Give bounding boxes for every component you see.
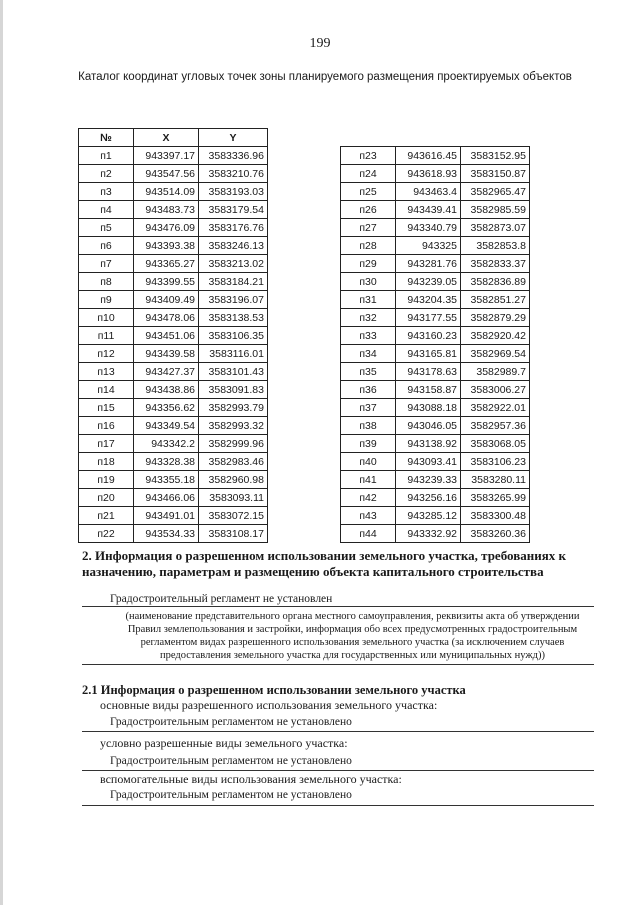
x-coordinate: 943340.79 <box>396 219 461 237</box>
point-id: п12 <box>79 345 134 363</box>
point-id: п18 <box>79 453 134 471</box>
table-row <box>79 201 268 219</box>
x-coordinate: 943427.37 <box>134 363 199 381</box>
y-coordinate: 3583246.13 <box>199 237 268 255</box>
table-row <box>341 327 530 345</box>
point-id: п11 <box>79 327 134 345</box>
y-coordinate: 3583006.27 <box>461 381 530 399</box>
x-coordinate: 943439.58 <box>134 345 199 363</box>
table-row <box>341 399 530 417</box>
table-row <box>341 363 530 381</box>
table-row <box>79 273 268 291</box>
point-id: п19 <box>79 471 134 489</box>
y-coordinate: 3582853.8 <box>461 237 530 255</box>
y-coordinate: 3583176.76 <box>199 219 268 237</box>
y-coordinate: 3583093.11 <box>199 489 268 507</box>
x-coordinate: 943088.18 <box>396 399 461 417</box>
y-coordinate: 3583265.99 <box>461 489 530 507</box>
point-id: п43 <box>341 507 396 525</box>
point-id: п36 <box>341 381 396 399</box>
x-coordinate: 943046.05 <box>396 417 461 435</box>
table-row <box>79 237 268 255</box>
x-coordinate: 943547.56 <box>134 165 199 183</box>
x-coordinate: 943483.73 <box>134 201 199 219</box>
point-id: п13 <box>79 363 134 381</box>
x-coordinate: 943332.92 <box>396 525 461 543</box>
y-coordinate: 3582851.27 <box>461 291 530 309</box>
table-row <box>341 471 530 489</box>
table-row <box>79 327 268 345</box>
point-id: п30 <box>341 273 396 291</box>
table-row <box>79 417 268 435</box>
point-id: п42 <box>341 489 396 507</box>
x-coordinate: 943239.33 <box>396 471 461 489</box>
y-coordinate: 3583108.17 <box>199 525 268 543</box>
table-row <box>79 309 268 327</box>
x-coordinate: 943439.41 <box>396 201 461 219</box>
point-id: п35 <box>341 363 396 381</box>
point-id: п20 <box>79 489 134 507</box>
point-id: п4 <box>79 201 134 219</box>
point-id: п44 <box>341 525 396 543</box>
coordinates-table-right <box>340 146 530 543</box>
x-coordinate: 943138.92 <box>396 435 461 453</box>
table-row <box>341 147 530 165</box>
table-row <box>79 291 268 309</box>
point-id: п25 <box>341 183 396 201</box>
table-row <box>79 345 268 363</box>
table-row <box>79 219 268 237</box>
y-coordinate: 3583336.96 <box>199 147 268 165</box>
x-coordinate: 943285.12 <box>396 507 461 525</box>
y-coordinate: 3582993.79 <box>199 399 268 417</box>
y-coordinate: 3583091.83 <box>199 381 268 399</box>
point-id: п26 <box>341 201 396 219</box>
x-coordinate: 943158.87 <box>396 381 461 399</box>
point-id: п33 <box>341 327 396 345</box>
y-coordinate: 3582836.89 <box>461 273 530 291</box>
auxiliary-uses-value: Градостроительным регламентом не установлено <box>110 789 352 801</box>
y-coordinate: 3583260.36 <box>461 525 530 543</box>
table-row <box>79 525 268 543</box>
divider <box>82 731 594 732</box>
point-id: п22 <box>79 525 134 543</box>
y-coordinate: 3583150.87 <box>461 165 530 183</box>
header-number: № <box>79 129 134 147</box>
table-row <box>341 381 530 399</box>
x-coordinate: 943514.09 <box>134 183 199 201</box>
x-coordinate: 943356.62 <box>134 399 199 417</box>
x-coordinate: 943399.55 <box>134 273 199 291</box>
x-coordinate: 943409.49 <box>134 291 199 309</box>
section-2-heading: 2. Информация о разрешенном использовании земельного участка, требованиях к назначению, параметрам и размещению объекта капитального строительства <box>82 548 566 579</box>
y-coordinate: 3582957.36 <box>461 417 530 435</box>
y-coordinate: 3582833.37 <box>461 255 530 273</box>
y-coordinate: 3582985.59 <box>461 201 530 219</box>
table-row <box>79 453 268 471</box>
table-row <box>79 363 268 381</box>
x-coordinate: 943476.09 <box>134 219 199 237</box>
catalog-title: Каталог координат угловых точек зоны планируемого размещения проектируемых объектов <box>78 71 572 83</box>
table-row <box>341 165 530 183</box>
x-coordinate: 943328.38 <box>134 453 199 471</box>
point-id: п32 <box>341 309 396 327</box>
divider <box>82 664 594 665</box>
point-id: п29 <box>341 255 396 273</box>
x-coordinate: 943093.41 <box>396 453 461 471</box>
y-coordinate: 3583179.54 <box>199 201 268 219</box>
table-row <box>341 345 530 363</box>
table-row <box>341 489 530 507</box>
point-id: п17 <box>79 435 134 453</box>
table-row <box>341 273 530 291</box>
point-id: п34 <box>341 345 396 363</box>
y-coordinate: 3583152.95 <box>461 147 530 165</box>
table-row <box>341 255 530 273</box>
y-coordinate: 3583138.53 <box>199 309 268 327</box>
table-row <box>341 237 530 255</box>
scan-edge <box>0 0 3 905</box>
point-id: п6 <box>79 237 134 255</box>
table-row <box>341 219 530 237</box>
auxiliary-uses-label: вспомогательные виды использования земельного участка: <box>100 772 402 786</box>
y-coordinate: 3582965.47 <box>461 183 530 201</box>
y-coordinate: 3582989.7 <box>461 363 530 381</box>
table-row <box>79 165 268 183</box>
table-row <box>79 489 268 507</box>
y-coordinate: 3583213.02 <box>199 255 268 273</box>
point-id: п39 <box>341 435 396 453</box>
y-coordinate: 3583210.76 <box>199 165 268 183</box>
point-id: п2 <box>79 165 134 183</box>
point-id: п23 <box>341 147 396 165</box>
table-row <box>79 507 268 525</box>
y-coordinate: 3583101.43 <box>199 363 268 381</box>
y-coordinate: 3582993.32 <box>199 417 268 435</box>
conditional-uses-value: Градостроительным регламентом не установлено <box>110 755 352 767</box>
table-row <box>79 435 268 453</box>
y-coordinate: 3582873.07 <box>461 219 530 237</box>
coordinates-table-left <box>78 128 268 543</box>
table-row <box>341 291 530 309</box>
y-coordinate: 3582922.01 <box>461 399 530 417</box>
table-row <box>341 201 530 219</box>
table-header-row <box>79 129 268 147</box>
table-row <box>341 309 530 327</box>
x-coordinate: 943491.01 <box>134 507 199 525</box>
point-id: п8 <box>79 273 134 291</box>
table-row <box>79 183 268 201</box>
x-coordinate: 943463.4 <box>396 183 461 201</box>
table-row <box>341 435 530 453</box>
table-row <box>79 255 268 273</box>
y-coordinate: 3582879.29 <box>461 309 530 327</box>
x-coordinate: 943160.23 <box>396 327 461 345</box>
point-id: п5 <box>79 219 134 237</box>
y-coordinate: 3582969.54 <box>461 345 530 363</box>
table-row <box>341 453 530 471</box>
table-row <box>79 471 268 489</box>
point-id: п27 <box>341 219 396 237</box>
point-id: п31 <box>341 291 396 309</box>
x-coordinate: 943534.33 <box>134 525 199 543</box>
x-coordinate: 943256.16 <box>396 489 461 507</box>
divider <box>82 805 594 806</box>
point-id: п7 <box>79 255 134 273</box>
header-y: Y <box>199 129 268 147</box>
point-id: п10 <box>79 309 134 327</box>
x-coordinate: 943451.06 <box>134 327 199 345</box>
y-coordinate: 3583068.05 <box>461 435 530 453</box>
x-coordinate: 943342.2 <box>134 435 199 453</box>
point-id: п16 <box>79 417 134 435</box>
point-id: п3 <box>79 183 134 201</box>
y-coordinate: 3583196.07 <box>199 291 268 309</box>
x-coordinate: 943478.06 <box>134 309 199 327</box>
y-coordinate: 3583193.03 <box>199 183 268 201</box>
x-coordinate: 943178.63 <box>396 363 461 381</box>
main-uses-label: основные виды разрешенного использования земельного участка: <box>100 698 438 712</box>
point-id: п9 <box>79 291 134 309</box>
x-coordinate: 943393.38 <box>134 237 199 255</box>
x-coordinate: 943177.55 <box>396 309 461 327</box>
table-row <box>341 183 530 201</box>
x-coordinate: 943355.18 <box>134 471 199 489</box>
x-coordinate: 943349.54 <box>134 417 199 435</box>
header-x: X <box>134 129 199 147</box>
divider <box>82 606 594 607</box>
table-row <box>79 399 268 417</box>
x-coordinate: 943204.35 <box>396 291 461 309</box>
y-coordinate: 3583280.11 <box>461 471 530 489</box>
point-id: п14 <box>79 381 134 399</box>
x-coordinate: 943365.27 <box>134 255 199 273</box>
table-row <box>341 417 530 435</box>
point-id: п40 <box>341 453 396 471</box>
x-coordinate: 943239.05 <box>396 273 461 291</box>
point-id: п21 <box>79 507 134 525</box>
x-coordinate: 943466.06 <box>134 489 199 507</box>
y-coordinate: 3582960.98 <box>199 471 268 489</box>
point-id: п24 <box>341 165 396 183</box>
y-coordinate: 3582983.46 <box>199 453 268 471</box>
page-number: 199 <box>309 36 331 51</box>
x-coordinate: 943281.76 <box>396 255 461 273</box>
y-coordinate: 3583300.48 <box>461 507 530 525</box>
main-uses-value: Градостроительным регламентом не установлено <box>110 716 352 728</box>
x-coordinate: 943438.86 <box>134 381 199 399</box>
divider <box>82 770 594 771</box>
point-id: п37 <box>341 399 396 417</box>
point-id: п15 <box>79 399 134 417</box>
point-id: п41 <box>341 471 396 489</box>
section-2-1-heading: 2.1 Информация о разрешенном использовании земельного участка <box>82 683 466 697</box>
regulation-note: (наименование представительного органа местного самоуправления, реквизиты акта об утверждении Правил землепользования и застройки, информация обо всех предусмотренных градостроительным регламентом видах разрешенного использования земельного участка (за исключением случаев предоставления земельного участка для государственных или муниципальных нужд)) <box>125 611 580 661</box>
y-coordinate: 3582920.42 <box>461 327 530 345</box>
x-coordinate: 943618.93 <box>396 165 461 183</box>
x-coordinate: 943397.17 <box>134 147 199 165</box>
table-row <box>79 381 268 399</box>
y-coordinate: 3583184.21 <box>199 273 268 291</box>
point-id: п1 <box>79 147 134 165</box>
y-coordinate: 3583072.15 <box>199 507 268 525</box>
point-id: п38 <box>341 417 396 435</box>
regulation-value: Градостроительный регламент не установлен <box>110 593 333 605</box>
table-row <box>79 147 268 165</box>
table-row <box>341 525 530 543</box>
x-coordinate: 943165.81 <box>396 345 461 363</box>
y-coordinate: 3583106.23 <box>461 453 530 471</box>
y-coordinate: 3583106.35 <box>199 327 268 345</box>
y-coordinate: 3583116.01 <box>199 345 268 363</box>
y-coordinate: 3582999.96 <box>199 435 268 453</box>
x-coordinate: 943616.45 <box>396 147 461 165</box>
point-id: п28 <box>341 237 396 255</box>
conditional-uses-label: условно разрешенные виды земельного участка: <box>100 736 348 750</box>
table-row <box>341 507 530 525</box>
x-coordinate: 943325 <box>396 237 461 255</box>
